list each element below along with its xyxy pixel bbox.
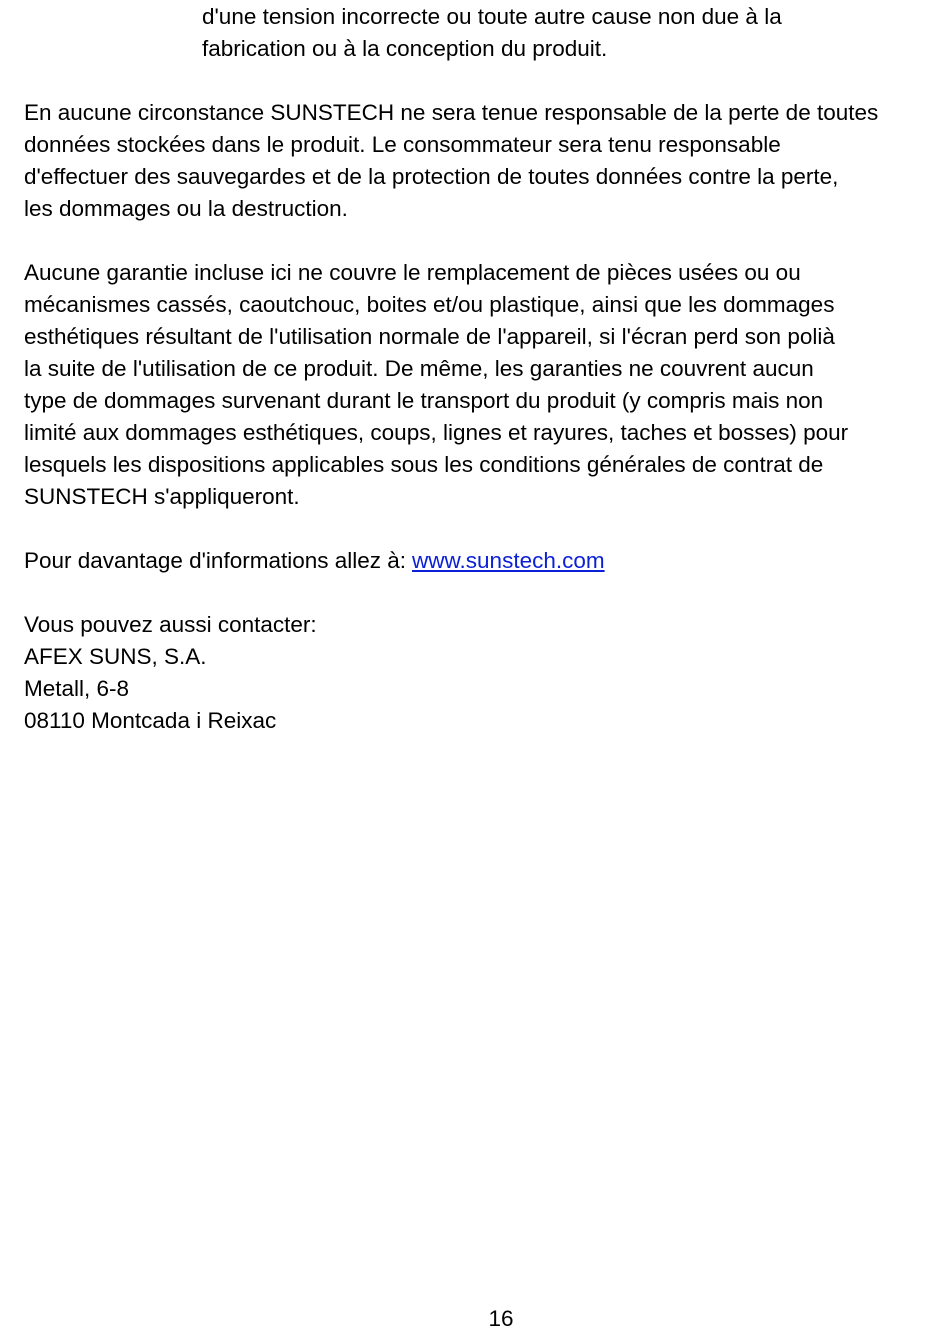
text-line: SUNSTECH s'appliqueront. — [24, 484, 300, 509]
street-address: Metall, 6-8 — [24, 676, 130, 701]
city-address: 08110 Montcada i Reixac — [24, 708, 277, 733]
text-line: lesquels les dispositions applicables sous les conditions générales de contrat de — [24, 452, 824, 477]
text-line: données stockées dans le produit. Le consommateur sera tenu responsable — [24, 132, 781, 157]
text-line: mécanismes cassés, caoutchouc, boites et/ou plastique, ainsi que les dommages — [24, 292, 835, 317]
text-line: limité aux dommages esthétiques, coups, lignes et rayures, taches et bosses) pour — [24, 420, 849, 445]
more-info-line — [24, 545, 605, 577]
continued-paragraph — [202, 1, 782, 65]
warranty-exclusions-paragraph — [24, 257, 848, 513]
contact-intro: Vous pouvez aussi contacter: — [24, 612, 317, 637]
text-line: En aucune circonstance SUNSTECH ne sera tenue responsable de la perte de toutes — [24, 100, 879, 125]
text-line: fabrication ou à la conception du produit. — [202, 36, 608, 61]
more-info-text: Pour davantage d'informations allez à: — [24, 548, 407, 573]
text-line: les dommages ou la destruction. — [24, 196, 348, 221]
text-line: d'une tension incorrecte ou toute autre cause non due à la — [202, 4, 782, 29]
text-line: type de dommages survenant durant le transport du produit (y compris mais non — [24, 388, 824, 413]
website-link[interactable]: www.sunstech.com — [412, 548, 605, 573]
contact-block — [24, 609, 317, 737]
data-loss-paragraph — [24, 97, 878, 225]
company-name: AFEX SUNS, S.A. — [24, 644, 207, 669]
text-line: esthétiques résultant de l'utilisation normale de l'appareil, si l'écran perd son polià — [24, 324, 835, 349]
text-line: la suite de l'utilisation de ce produit. De même, les garanties ne couvrent aucun — [24, 356, 814, 381]
text-line: d'effectuer des sauvegardes et de la protection de toutes données contre la perte, — [24, 164, 839, 189]
page-number: 16 — [488, 1306, 514, 1331]
text-line: Aucune garantie incluse ici ne couvre le remplacement de pièces usées ou ou — [24, 260, 801, 285]
